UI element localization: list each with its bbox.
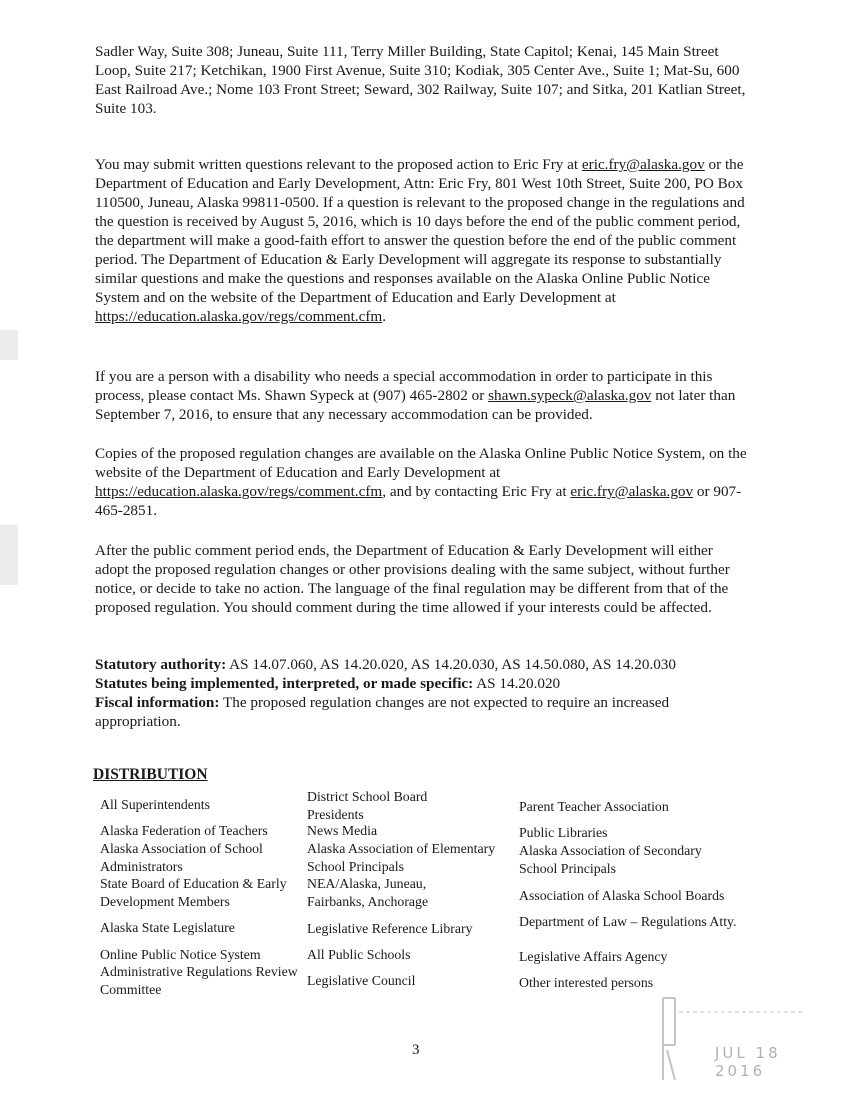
comment-url-link[interactable]: https://education.alaska.gov/regs/comment.cfm xyxy=(95,308,383,325)
scan-edge-mark xyxy=(0,525,18,585)
office-locations-paragraph: Sadler Way, Suite 308; Juneau, Suite 111, Terry Miller Building, State Capitol; Kenai, 145 Main Street Loop, Suite 217; Ketchikan, 1900 First Avenue, Suite 310; Kodiak, 305 Center Ave., Suite 1; Mat-Su, 600 East Railroad Ave.; Nome 103 Front Street; Seward, 302 Railway, Suite 107; and Sitka, 201 Katlian Street, Suite 103. xyxy=(95,43,746,117)
distribution-item: All Superintendents xyxy=(100,797,210,812)
distribution-item: Legislative Council xyxy=(307,973,416,988)
copies-paragraph xyxy=(95,444,750,520)
distribution-item: Alaska State Legislature xyxy=(100,920,235,935)
paragraph-text: , and by contacting Eric Fry at xyxy=(382,483,571,500)
statutory-authority-label: Statutory authority: xyxy=(95,656,227,673)
distribution-heading: DISTRIBUTION xyxy=(93,766,208,783)
distribution-item: Legislative Reference Library xyxy=(307,921,473,936)
eric-fry-email-link[interactable]: eric.fry@alaska.gov xyxy=(581,156,705,173)
received-stamp xyxy=(655,990,825,1090)
scan-edge-mark xyxy=(0,330,18,360)
distribution-item: Other interested persons xyxy=(519,975,654,990)
paragraph-text: You may submit written questions relevant to the proposed action to Eric Fry at xyxy=(95,156,582,173)
statutes-implemented-label: Statutes being implemented, interpreted, or made specific: xyxy=(95,675,474,692)
distribution-item: Parent Teacher Association xyxy=(519,799,669,814)
distribution-item: Alaska Association of School Administrators xyxy=(100,841,263,874)
distribution-item: Department of Law – Regulations Atty. xyxy=(519,914,737,929)
distribution-item: Online Public Notice System xyxy=(100,947,261,962)
distribution-item: Alaska Federation of Teachers xyxy=(100,823,268,838)
paragraph-text: Copies of the proposed regulation changes are available on the Alaska Online Public Notice System, on the website of the Department of Education and Early Development at xyxy=(95,445,747,481)
paragraph-text: or the Department of Education and Early Development, Attn: Eric Fry, 801 West 10th Street, Suite 200, PO Box 110500, Juneau, Alaska 99811-0500. If a question is relevant to the proposed change in the regulations and the question is received by August 5, 2016, which is 10 days before the end of the public comment period, the department will make a good-faith effort to answer the question before the end of the public comment period. The Department of Education & Early Development will aggregate its response to substantially similar questions and make the questions and responses available on the Alaska Online Public Notice System and on the website of the Department of Education and Early Development at xyxy=(95,156,745,306)
stamp-date: JUL 18 2016 xyxy=(715,1044,781,1080)
paragraph-text: not later than September 7, 2016, to ensure that any necessary accommodation can be provided. xyxy=(95,387,736,423)
statutes-implemented-value: AS 14.20.020 xyxy=(473,675,561,692)
distribution-item: Alaska Association of Elementary School Principals xyxy=(307,841,496,874)
paragraph-text: . xyxy=(382,308,387,325)
distribution-item: Alaska Association of Secondary School Principals xyxy=(519,843,702,876)
after-comment-period-paragraph: After the public comment period ends, the Department of Education & Early Development will either adopt the proposed regulation changes or other provisions dealing with the same subject, without further notice, or decide to take no action. The language of the final regulation may be different from that of the proposed regulation. You should comment during the time allowed if your interests could be affected. xyxy=(95,542,730,616)
shawn-sypeck-email-link[interactable]: shawn.sypeck@alaska.gov xyxy=(488,387,652,404)
distribution-item: Legislative Affairs Agency xyxy=(519,949,668,964)
authority-block xyxy=(95,655,750,731)
page-number: 3 xyxy=(412,1042,420,1058)
distribution-item: District School Board Presidents xyxy=(307,789,428,822)
statutory-authority-value: AS 14.07.060, AS 14.20.020, AS 14.20.030, AS 14.50.080, AS 14.20.030 xyxy=(226,656,676,673)
paragraph-text: If you are a person with a disability who needs a special accommodation in order to participate in this process, please contact Ms. Shawn Sypeck at (907) 465-2802 or xyxy=(95,368,713,404)
written-questions-paragraph xyxy=(95,155,750,326)
distribution-item: All Public Schools xyxy=(307,947,411,962)
eric-fry-email-link[interactable]: eric.fry@alaska.gov xyxy=(570,483,694,500)
distribution-item: State Board of Education & Early Development Members xyxy=(100,876,287,909)
distribution-item: Administrative Regulations Review Committee xyxy=(100,964,298,997)
fiscal-information-value: The proposed regulation changes are not expected to require an increased appropriation. xyxy=(95,694,670,730)
fiscal-information-label: Fiscal information: xyxy=(95,694,220,711)
comment-url-link[interactable]: https://education.alaska.gov/regs/comment.cfm xyxy=(95,483,383,500)
distribution-item: Public Libraries xyxy=(519,825,608,840)
distribution-item: NEA/Alaska, Juneau, Fairbanks, Anchorage xyxy=(307,876,429,909)
distribution-item: Association of Alaska School Boards xyxy=(519,888,725,903)
distribution-item: News Media xyxy=(307,823,378,838)
paragraph-text: or 907-465-2851. xyxy=(95,483,742,519)
accommodation-paragraph xyxy=(95,367,750,424)
